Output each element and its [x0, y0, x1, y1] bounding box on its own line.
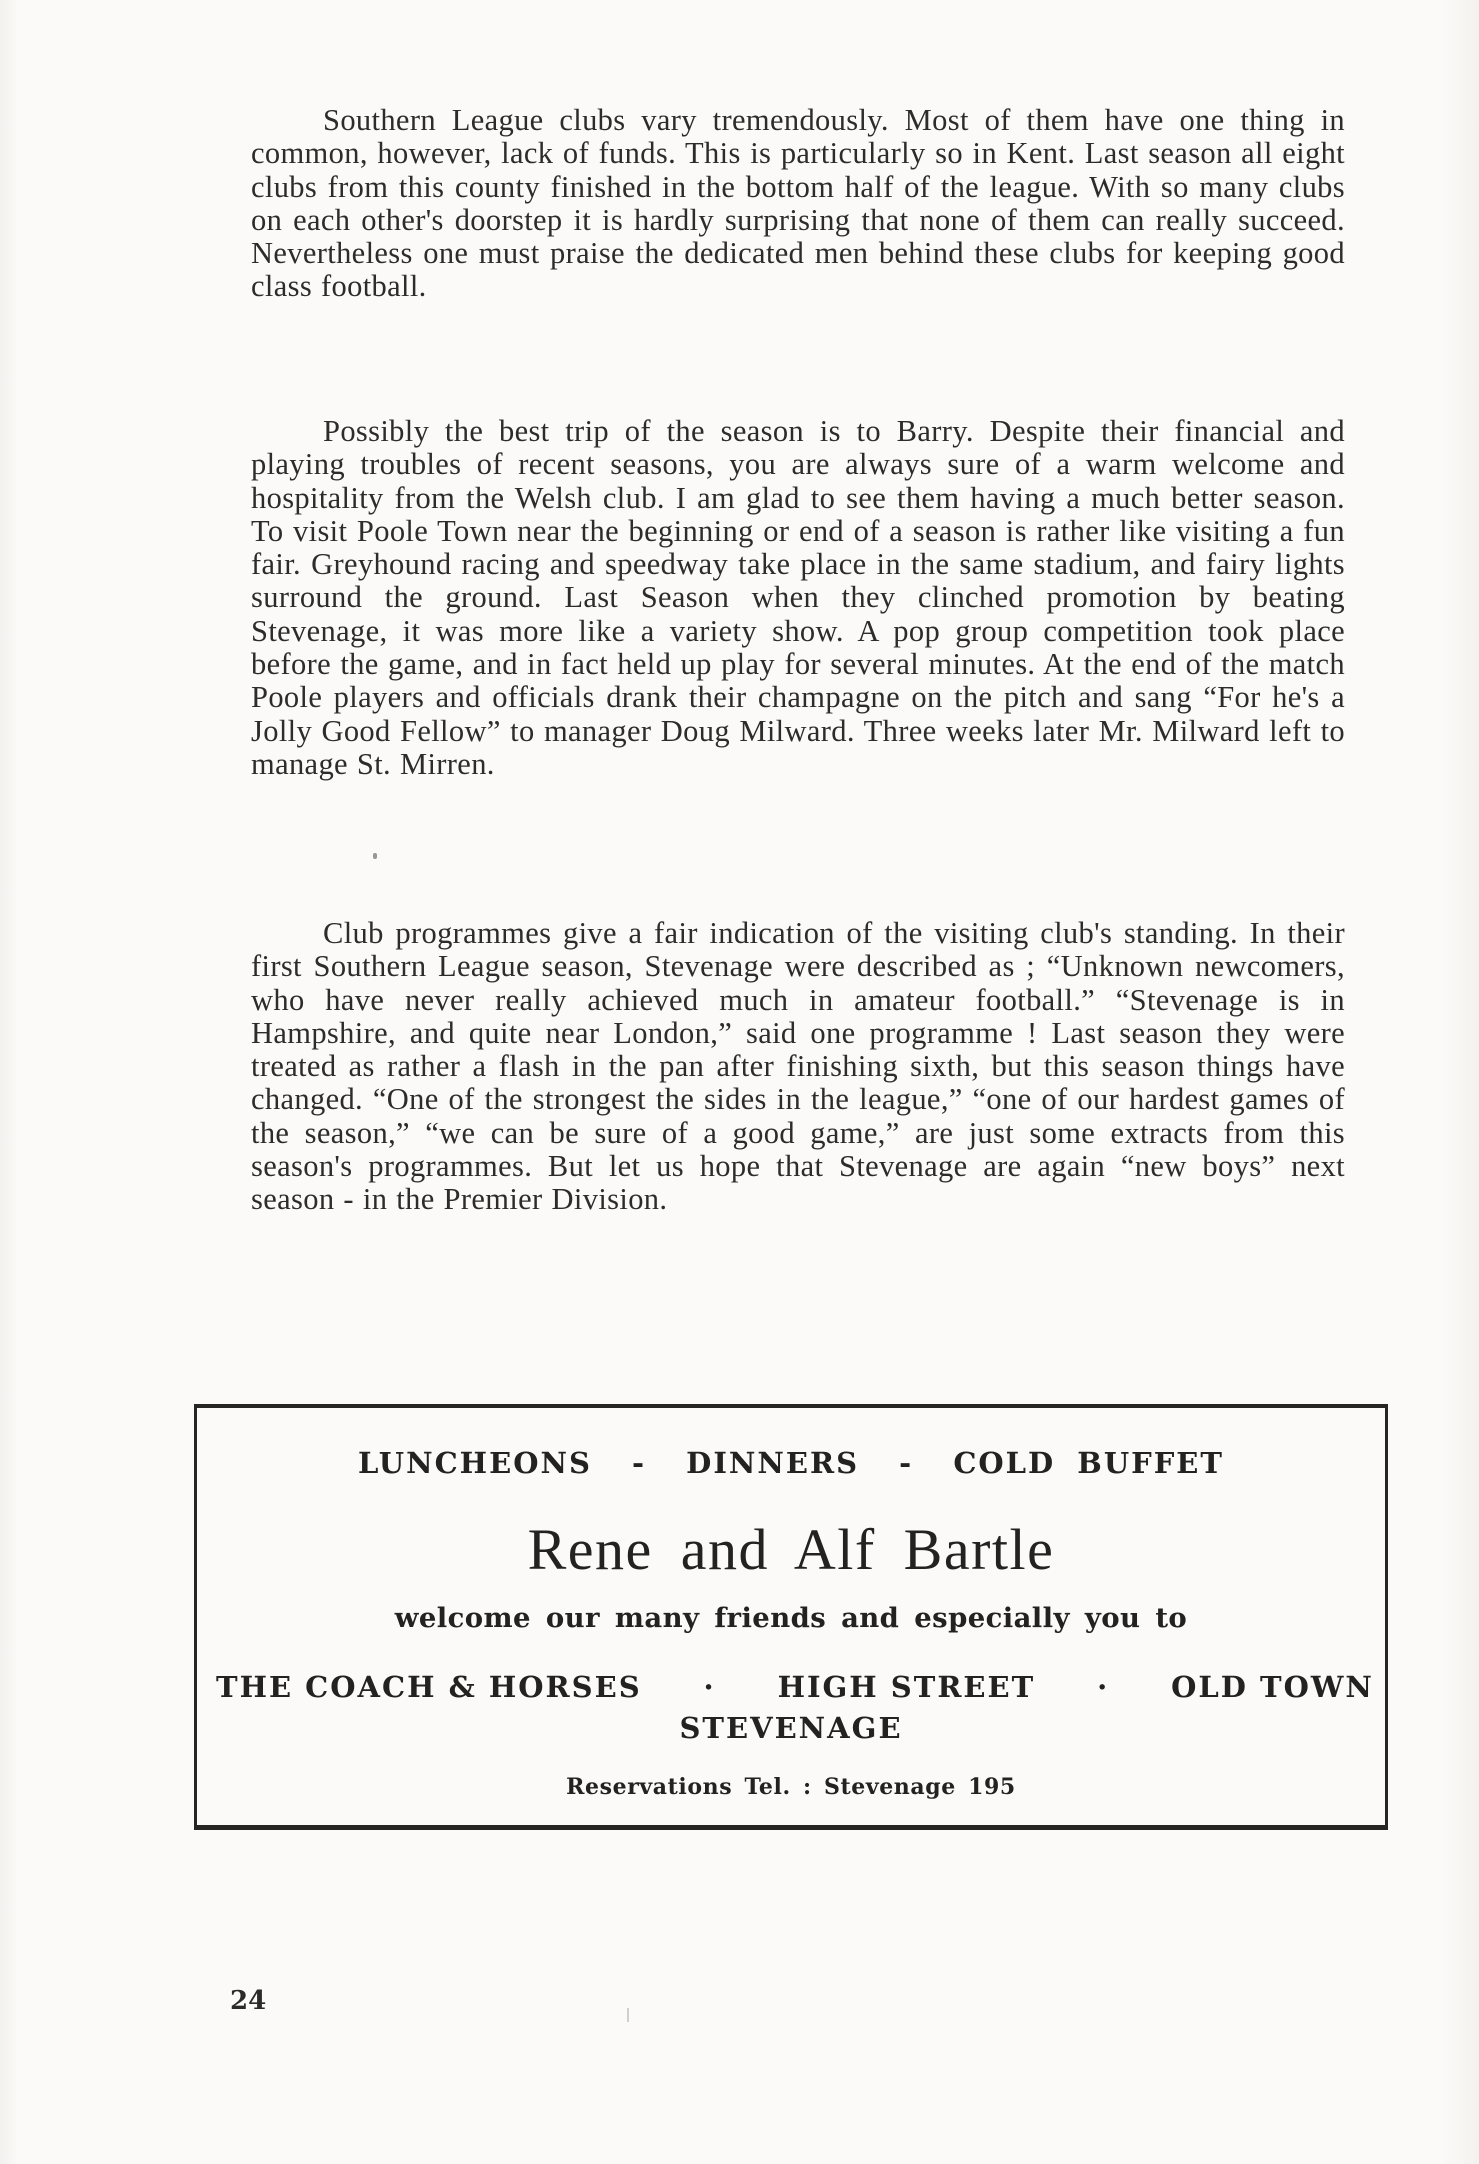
paragraph-club-programmes: Club programmes give a fair indication of the visiting club's standing. In their first Southern League season, Stevenage were described as ; “Unknown newcomers, who have never really achieved much in amateur football.” “Stevenage is in Hampshire, and quite near London,” said one programme ! Last season they were treated as rather a flash in the pan after finishing sixth, but this season things have changed. “One of the strongest the sides in the league,” “one of our hardest games of the season,” “we can be sure of a good game,” are just some extracts from this season's programmes. But let us hope that Stevenage are again “new boys” next season - in the Premier Division.	[251, 916, 1345, 1217]
advert-heading-item: DINNERS	[686, 1446, 860, 1480]
advert-telephone: Reservations Tel. : Stevenage 195	[566, 1774, 1016, 1800]
advert-welcome: welcome our many friends and especially you to	[394, 1602, 1188, 1634]
page-number: 24	[230, 1986, 267, 2016]
advert-town: STEVENAGE	[679, 1711, 903, 1745]
advert-address-street: HIGH STREET	[777, 1670, 1036, 1704]
advert-heading-item: COLD BUFFET	[953, 1446, 1224, 1480]
advert-proprietors: Rene and Alf Bartle	[527, 1517, 1055, 1582]
advert-address-venue: THE COACH & HORSES	[216, 1670, 642, 1704]
paragraph-southern-league: Southern League clubs vary tremendously. Most of them have one thing in common, however, lack of funds. This is particularly so in Kent. Last season all eight clubs from this county finished in the bottom half of the league. With so many clubs on each other's doorstep it is hardly surprising that none of them can really succeed. Nevertheless one must praise the dedicated men behind these clubs for keeping good class football.	[251, 103, 1345, 304]
paragraph-barry-poole: Possibly the best trip of the season is to Barry. Despite their financial and playing troubles of recent seasons, you are always sure of a warm welcome and hospitality from the Welsh club. I am glad to see them having a much better season. To visit Poole Town near the beginning or end of a season is rather like visiting a fun fair. Greyhound racing and speedway take place in the same stadium, and fairy lights surround the ground. Last Season when they clinched promotion by beating Stevenage, it was more like a variety show. A pop group competition took place before the game, and in fact held up play for several minutes. At the end of the match Poole players and officials drank their champagne on the pitch and sang “For he's a Jolly Good Fellow” to manager Doug Milward. Three weeks later Mr. Milward left to manage St. Mirren.	[251, 414, 1345, 781]
advert-address	[216, 1670, 1374, 1704]
advert-heading	[197, 1446, 1385, 1480]
advertisement-box	[194, 1404, 1388, 1830]
print-speck	[373, 853, 377, 859]
advert-address-separator: ·	[703, 1670, 716, 1704]
advert-heading-separator: -	[899, 1446, 914, 1480]
advert-heading-separator: -	[632, 1446, 647, 1480]
advert-address-area: OLD TOWN	[1171, 1670, 1374, 1704]
article-body	[251, 103, 1345, 1217]
advert-heading-item: LUNCHEONS	[358, 1446, 592, 1480]
print-speck	[627, 2008, 629, 2022]
advert-address-separator: ·	[1097, 1670, 1110, 1704]
